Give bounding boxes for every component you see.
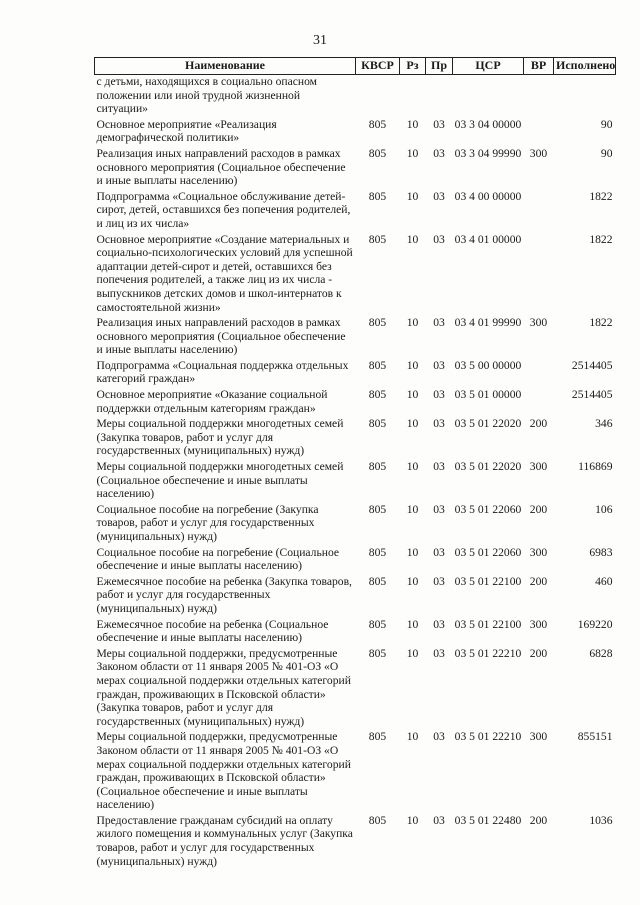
table-body xyxy=(95,75,616,871)
cell-pr: 03 xyxy=(433,232,445,246)
table-row xyxy=(95,75,616,118)
header-pr: Пр xyxy=(426,58,453,75)
cell-kvsr: 805 xyxy=(368,460,387,474)
table-row xyxy=(95,388,616,417)
header-vr: ВР xyxy=(524,58,554,75)
cell-pr: 03 xyxy=(433,388,445,402)
cell-vr: 200 xyxy=(529,417,548,431)
cell-executed: 1822 xyxy=(589,316,613,330)
cell-name: Основное мероприятие «Оказание социальной поддержки отдельным категориям граждан» xyxy=(96,388,328,415)
cell-vr: 300 xyxy=(529,460,548,474)
cell-vr xyxy=(524,118,554,147)
cell-pr: 03 xyxy=(433,574,445,588)
cell-name: Основное мероприятие «Реализация демографической политики» xyxy=(96,117,277,145)
cell-csr: 03 5 01 22060 xyxy=(454,502,522,516)
cell-vr: 200 xyxy=(529,502,548,516)
cell-pr: 03 xyxy=(433,813,445,827)
cell-vr: 300 xyxy=(529,146,548,160)
table-row xyxy=(95,147,616,190)
cell-executed: 1822 xyxy=(589,232,613,246)
cell-vr xyxy=(524,233,554,317)
cell-kvsr: 805 xyxy=(368,730,387,744)
cell-vr: 200 xyxy=(529,813,548,827)
cell-csr: 03 3 04 99990 xyxy=(454,146,522,160)
cell-executed: 6983 xyxy=(589,545,613,559)
cell-pr: 03 xyxy=(433,646,445,660)
cell-name: Меры социальной поддержки многодетных семей (Социальное обеспечение и иные выплаты населению) xyxy=(96,460,344,501)
cell-kvsr: 805 xyxy=(368,316,387,330)
cell-vr: 300 xyxy=(529,316,548,330)
table-row xyxy=(95,647,616,731)
cell-rz: 10 xyxy=(406,646,419,660)
cell-pr: 03 xyxy=(433,146,445,160)
cell-rz: 10 xyxy=(406,813,419,827)
cell-pr: 03 xyxy=(433,545,445,559)
budget-table xyxy=(94,57,616,870)
header-csr: ЦСР xyxy=(453,58,524,75)
cell-pr xyxy=(426,75,453,118)
cell-rz: 10 xyxy=(406,617,419,631)
cell-rz: 10 xyxy=(406,574,419,588)
cell-rz: 10 xyxy=(406,460,419,474)
cell-kvsr: 805 xyxy=(368,646,387,660)
cell-executed xyxy=(554,75,616,118)
cell-executed: 460 xyxy=(595,574,613,588)
cell-executed: 346 xyxy=(595,417,613,431)
cell-rz xyxy=(400,75,426,118)
cell-csr: 03 5 01 22100 xyxy=(454,617,522,631)
cell-rz: 10 xyxy=(406,502,419,516)
cell-name: Ежемесячное пособие на ребенка (Социальное обеспечение и иные выплаты населению) xyxy=(96,617,329,645)
cell-kvsr: 805 xyxy=(368,574,387,588)
cell-kvsr: 805 xyxy=(368,388,387,402)
cell-executed: 1822 xyxy=(589,189,613,203)
cell-rz: 10 xyxy=(406,146,419,160)
cell-kvsr: 805 xyxy=(368,417,387,431)
cell-kvsr: 805 xyxy=(368,146,387,160)
table-row xyxy=(95,460,616,503)
cell-name: с детьми, находящихся в социально опасном положении или иной трудной жизненной ситуации» xyxy=(96,75,318,116)
cell-pr: 03 xyxy=(433,189,445,203)
cell-executed: 855151 xyxy=(577,730,613,744)
cell-pr: 03 xyxy=(433,316,445,330)
table-row xyxy=(95,618,616,647)
cell-executed: 116869 xyxy=(578,460,613,474)
cell-name: Основное мероприятие «Создание материальных и социально-психологических условий для успешной адаптации детей-сирот и детей, оставшихся без попечения родителей, а также лиц из их числа - выпускников детских домов и школ-интернатов к самостоятельной жизни» xyxy=(96,232,353,314)
table-row xyxy=(95,118,616,147)
header-name: Наименование xyxy=(95,58,356,75)
cell-csr: 03 5 01 22210 xyxy=(454,646,522,660)
table-row xyxy=(95,190,616,233)
cell-executed: 90 xyxy=(600,117,613,131)
table-row xyxy=(95,359,616,388)
table-header-row xyxy=(95,58,616,75)
table-row xyxy=(95,814,616,870)
cell-executed: 6828 xyxy=(589,646,613,660)
table-row xyxy=(95,233,616,317)
cell-kvsr: 805 xyxy=(368,117,387,131)
cell-rz: 10 xyxy=(406,388,419,402)
cell-name: Предоставление гражданам субсидий на оплату жилого помещения и коммунальных услуг (Закупка товаров, работ и услуг для государственных (муниципальных) нужд) xyxy=(96,813,353,868)
cell-name: Меры социальной поддержки многодетных семей (Закупка товаров, работ и услуг для государственных (муниципальных) нужд) xyxy=(96,417,344,458)
cell-csr: 03 5 01 22210 xyxy=(454,730,522,744)
cell-vr xyxy=(524,359,554,388)
cell-name: Меры социальной поддержки, предусмотренные Законом области от 11 января 2005 № 401-ОЗ «О мерах социальной поддержки отдельных категорий граждан, проживающих в Псковской области» (Социальное обеспечение и иные выплаты населению) xyxy=(96,730,351,812)
cell-vr: 300 xyxy=(529,617,548,631)
cell-csr: 03 5 01 22480 xyxy=(454,813,522,827)
cell-vr: 300 xyxy=(529,730,548,744)
cell-rz: 10 xyxy=(406,417,419,431)
table-row xyxy=(95,316,616,359)
cell-pr: 03 xyxy=(433,417,445,431)
table-row xyxy=(95,417,616,460)
cell-rz: 10 xyxy=(406,117,419,131)
cell-name: Социальное пособие на погребение (Социальное обеспечение и иные выплаты населению) xyxy=(96,545,340,573)
cell-executed: 90 xyxy=(600,146,613,160)
cell-kvsr: 805 xyxy=(368,813,387,827)
cell-rz: 10 xyxy=(406,545,419,559)
cell-kvsr xyxy=(356,75,400,118)
cell-csr: 03 4 00 00000 xyxy=(454,189,522,203)
table-row xyxy=(95,575,616,618)
cell-kvsr: 805 xyxy=(368,232,387,246)
cell-csr: 03 5 01 00000 xyxy=(454,388,522,402)
cell-kvsr: 805 xyxy=(368,502,387,516)
cell-pr: 03 xyxy=(433,117,445,131)
cell-rz: 10 xyxy=(406,730,419,744)
cell-executed: 106 xyxy=(595,502,613,516)
cell-name: Подпрограмма «Социальная поддержка отдельных категорий граждан» xyxy=(96,358,349,386)
cell-csr: 03 5 01 22100 xyxy=(454,574,522,588)
cell-kvsr: 805 xyxy=(368,617,387,631)
cell-kvsr: 805 xyxy=(368,545,387,559)
cell-vr: 200 xyxy=(529,646,548,660)
table-row xyxy=(95,730,616,814)
cell-kvsr: 805 xyxy=(368,189,387,203)
cell-vr: 200 xyxy=(529,574,548,588)
header-rz: Рз xyxy=(400,58,426,75)
cell-csr: 03 5 01 22060 xyxy=(454,545,522,559)
cell-csr: 03 3 04 00000 xyxy=(454,117,522,131)
header-kvsr: КВСР xyxy=(356,58,400,75)
cell-csr: 03 4 01 00000 xyxy=(454,232,522,246)
table-row xyxy=(95,546,616,575)
cell-csr: 03 4 01 99990 xyxy=(454,316,522,330)
cell-name: Реализация иных направлений расходов в рамках основного мероприятия (Социальное обеспечение и иные выплаты населению) xyxy=(96,146,346,188)
cell-name: Меры социальной поддержки, предусмотренные Законом области от 11 января 2005 № 401-ОЗ «О мерах социальной поддержки отдельных категорий граждан, проживающих в Псковской области» (Закупка товаров, работ и услуг для государственных (муниципальных) нужд) xyxy=(96,646,351,728)
page-number: 31 xyxy=(313,33,327,48)
cell-executed: 169220 xyxy=(577,617,613,631)
cell-name: Реализация иных направлений расходов в рамках основного мероприятия (Социальное обеспечение и иные выплаты населению) xyxy=(96,316,346,357)
cell-rz: 10 xyxy=(406,358,419,372)
cell-vr xyxy=(524,388,554,417)
cell-executed: 2514405 xyxy=(571,358,613,372)
cell-csr: 03 5 01 22020 xyxy=(454,460,522,474)
cell-vr xyxy=(524,190,554,233)
cell-name: Подпрограмма «Социальное обслуживание детей-сирот, детей, оставшихся без попечения родителей, и лиц из их числа» xyxy=(96,189,351,230)
cell-csr: 03 5 00 00000 xyxy=(454,358,522,372)
cell-name: Ежемесячное пособие на ребенка (Закупка товаров, работ и услуг для государственных (муниципальных) нужд) xyxy=(96,574,352,615)
cell-pr: 03 xyxy=(433,358,445,372)
table-row xyxy=(95,503,616,546)
cell-pr: 03 xyxy=(433,460,445,474)
cell-rz: 10 xyxy=(406,316,419,330)
cell-executed: 2514405 xyxy=(571,388,613,402)
cell-rz: 10 xyxy=(406,189,419,203)
cell-vr: 300 xyxy=(529,545,548,559)
cell-pr: 03 xyxy=(433,730,445,744)
cell-kvsr: 805 xyxy=(368,358,387,372)
cell-executed: 1036 xyxy=(589,813,613,827)
cell-pr: 03 xyxy=(433,617,445,631)
header-executed: Исполнено xyxy=(554,58,616,75)
cell-csr xyxy=(453,75,524,118)
cell-vr xyxy=(524,75,554,118)
cell-rz: 10 xyxy=(406,232,419,246)
cell-pr: 03 xyxy=(433,502,445,516)
cell-name: Социальное пособие на погребение (Закупка товаров, работ и услуг для государственных (муниципальных) нужд) xyxy=(96,502,319,543)
cell-csr: 03 5 01 22020 xyxy=(454,417,522,431)
